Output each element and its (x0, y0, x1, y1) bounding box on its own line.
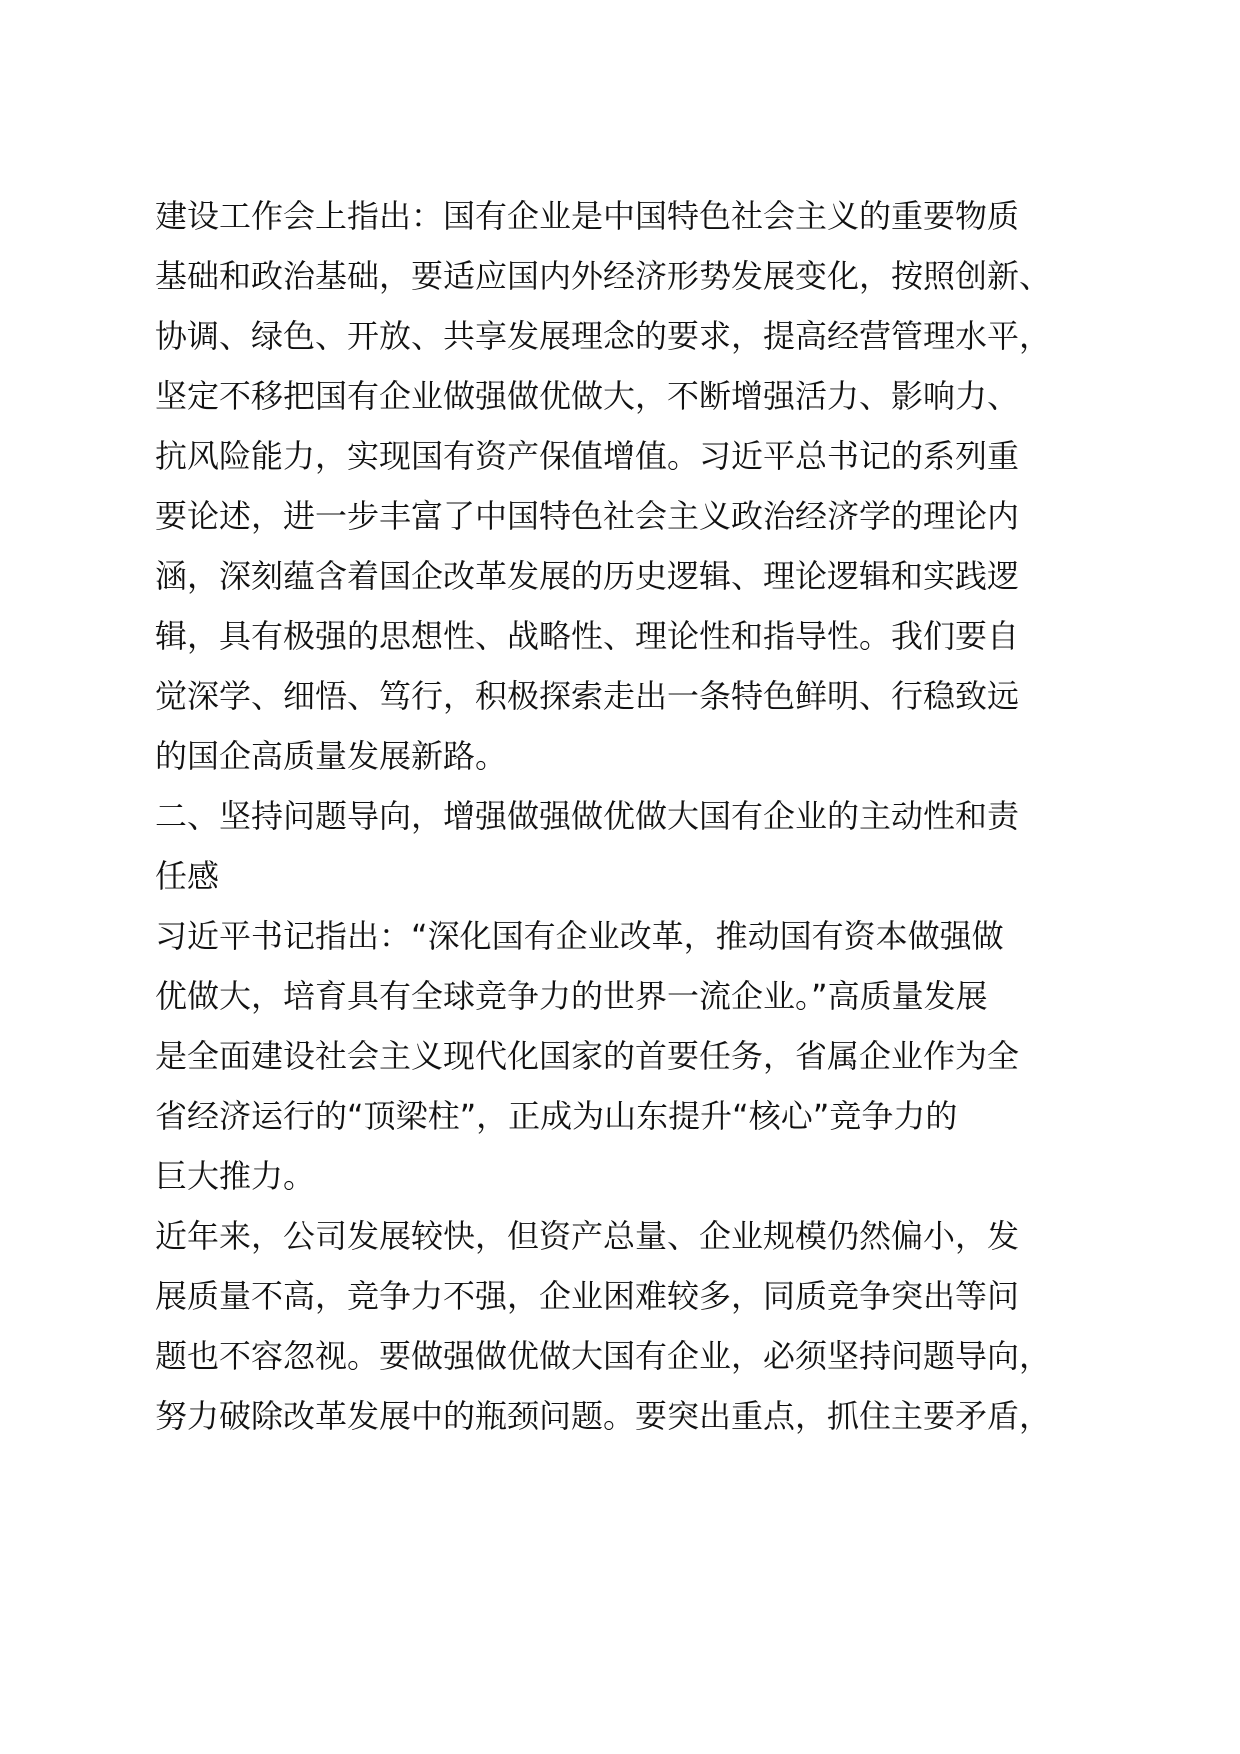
section-heading-line: 任感 (155, 857, 220, 895)
text-line: 巨大推力。 (155, 1157, 316, 1195)
text-line: 要论述，进一步丰富了中国特色社会主义政治经济学的理论内 (155, 497, 1020, 535)
text-line: 涵，深刻蕴含着国企改革发展的历史逻辑、理论逻辑和实践逻 (155, 557, 1020, 595)
text-line: 习近平书记指出：“深化国有企业改革，推动国有资本做强做 (155, 917, 1004, 955)
text-line: 协调、绿色、开放、共享发展理念的要求，提高经营管理水平， (155, 317, 1052, 355)
text-line: 坚定不移把国有企业做强做优做大，不断增强活力、影响力、 (155, 377, 1020, 415)
text-line: 辑，具有极强的思想性、战略性、理论性和指导性。我们要自 (155, 617, 1020, 655)
text-line: 省经济运行的“顶梁柱”，正成为山东提升“核心”竞争力的 (155, 1097, 958, 1135)
text-line: 优做大，培育具有全球竞争力的世界一流企业。”高质量发展 (155, 977, 988, 1015)
text-line: 题也不容忽视。要做强做优做大国有企业，必须坚持问题导向， (155, 1337, 1052, 1375)
text-line: 展质量不高，竞争力不强，企业困难较多，同质竞争突出等问 (155, 1277, 1020, 1315)
section-heading-line: 二、坚持问题导向，增强做强做优做大国有企业的主动性和责 (155, 797, 1020, 835)
text-line: 觉深学、细悟、笃行，积极探索走出一条特色鲜明、行稳致远 (155, 677, 1020, 715)
text-line: 建设工作会上指出：国有企业是中国特色社会主义的重要物质 (155, 197, 1020, 235)
text-line: 是全面建设社会主义现代化国家的首要任务，省属企业作为全 (155, 1037, 1020, 1075)
text-line: 的国企高质量发展新路。 (155, 737, 508, 775)
text-line: 努力破除改革发展中的瓶颈问题。要突出重点，抓住主要矛盾， (155, 1397, 1052, 1435)
text-line: 近年来，公司发展较快，但资产总量、企业规模仍然偏小，发 (155, 1217, 1020, 1255)
text-line: 基础和政治基础，要适应国内外经济形势发展变化，按照创新、 (155, 257, 1052, 295)
text-line: 抗风险能力，实现国有资产保值增值。习近平总书记的系列重 (155, 437, 1020, 475)
body-text (155, 186, 1095, 1446)
